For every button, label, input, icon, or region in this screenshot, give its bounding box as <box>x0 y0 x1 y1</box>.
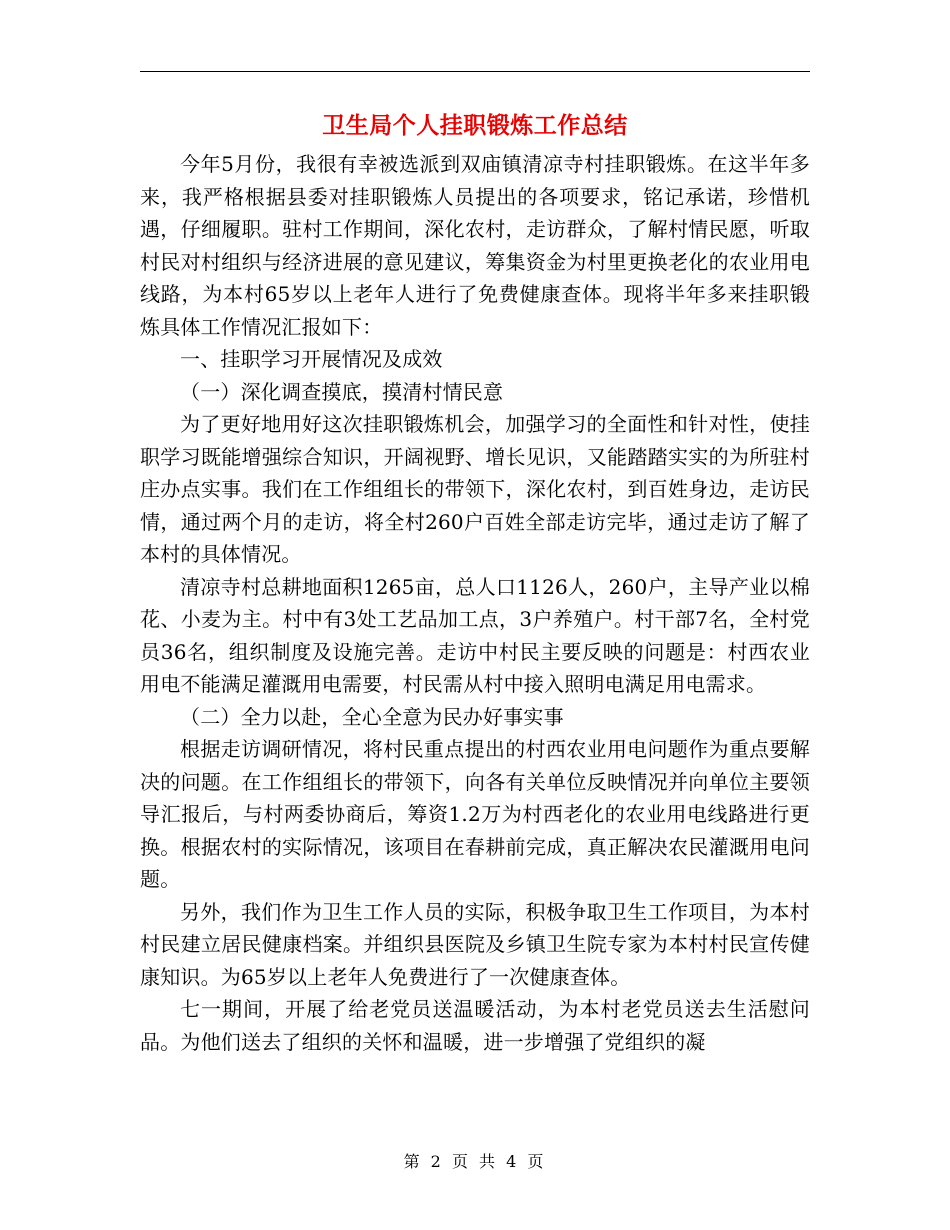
document-title: 卫生局个人挂职锻炼工作总结 <box>322 112 628 139</box>
paragraph-power-line: 根据走访调研情况，将村民重点提出的村西农业用电问题作为重点要解决的问题。在工作组组长的带领下，向各有关单位反映情况并向单位主要领导汇报后，与村两委协商后，筹资1.2万为村西老化的农业用电线路进行更换。根据农村的实际情况，该项目在春耕前完成，真正解决农民灌溉用电问题。 <box>140 737 810 891</box>
paragraph-health: 另外，我们作为卫生工作人员的实际，积极争取卫生工作项目，为本村村民建立居民健康档案。并组织县医院及乡镇卫生院专家为本村村民宣传健康知识。为65岁以上老年人免费进行了一次健康查体。 <box>140 899 810 989</box>
subsection-heading-1: （一）深化调查摸底，摸清村情民意 <box>180 379 504 404</box>
header-rule <box>140 71 810 72</box>
paragraph-village-stats: 清凉寺村总耕地面积1265亩，总人口1126人，260户，主导产业以棉花、小麦为主。村中有3处工艺品加工点，3户养殖户。村干部7名，全村党员36名，组织制度及设施完善。走访中村民主要反映的问题是：村西农业用电不能满足灌溉用电需要，村民需从村中接入照明电满足用电需求。 <box>140 574 810 696</box>
paragraph-intro: 今年5月份，我很有幸被选派到双庙镇清凉寺村挂职锻炼。在这半年多来，我严格根据县委对挂职锻炼人员提出的各项要求，铭记承诺，珍惜机遇，仔细履职。驻村工作期间，深化农村，走访群众，了解村情民愿，听取村民对村组织与经济进展的意见建议，筹集资金为村里更换老化的农业用电线路，为本村65岁以上老年人进行了免费健康查体。现将半年多来挂职锻炼具体工作情况汇报如下： <box>140 152 810 339</box>
document-body <box>140 148 810 1058</box>
paragraph-survey: 为了更好地用好这次挂职锻炼机会，加强学习的全面性和针对性，使挂职学习既能增强综合知识，开阔视野、增长见识，又能踏踏实实的为所驻村庄办点实事。我们在工作组组长的带领下，深化农村，到百姓身边，走访民情，通过两个月的走访，将全村260户百姓全部走访完毕，通过走访了解了本村的具体情况。 <box>140 412 810 566</box>
section-heading-1: 一、挂职学习开展情况及成效 <box>180 347 443 371</box>
page-number-footer: 第 2 页 共 4 页 <box>403 1152 547 1171</box>
paragraph-party-members: 七一期间，开展了给老党员送温暖活动，为本村老党员送去生活慰问品。为他们送去了组织的关怀和温暖，进一步增强了党组织的凝 <box>140 997 810 1054</box>
subsection-heading-2: （二）全力以赴，全心全意为民办好事实事 <box>180 704 564 729</box>
